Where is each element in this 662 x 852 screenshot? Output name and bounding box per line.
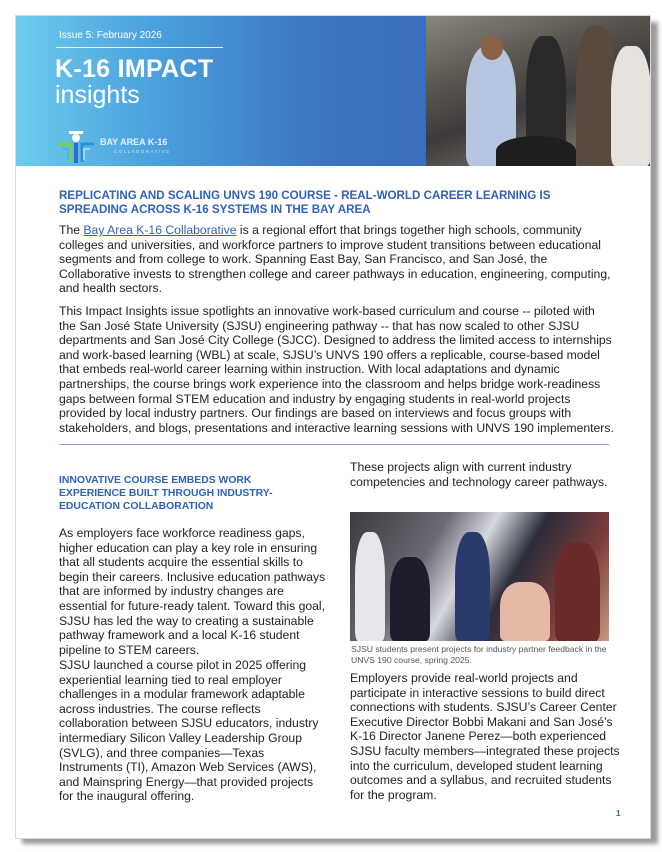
page-number: 1 [616,809,621,818]
main-headline: REPLICATING AND SCALING UNVS 190 COURSE - REAL-WORLD CAREER LEARNING IS SPREADING ACROSS K-16 SYSTEMS IN THE BAY AREA [59,189,551,216]
classroom-photo [350,512,609,641]
collaborative-link[interactable]: Bay Area K-16 Collaborative [83,223,237,237]
intro-prefix: The [59,223,84,237]
spotlight-paragraph: This Impact Insights issue spotlights an innovative work-based curriculum and course -- piloted with the San José State University (SJSU) engineering pathway -- that has now scaled to other SJSU departments and San José City College (SJCC). Designed to address the limited access to internships and work-based learning (WBL) at scale, SJSU’s UNVS 190 offers a replicable, course-based model that embeds real-world career learning within instruction. With local adaptations and dynamic partnerships, the course brings work experience into the classroom and helps bridge work-readiness gaps between formal STEM education and industry by engaging students in real-world projects provided by local industry partners. Our findings are based on interviews and focus groups with stakeholders, and blogs, presentations and interactive learning sessions with UNVS 190 implementers. [59,304,614,435]
intro-text: is a regional effort that brings together high schools, community colleges and universities, and workforce partners to improve student transitions between educational segments and from college to work. Spanning East Bay, San Francisco, and San José, the Collaborative invests to strengthen college and career pathways in education, engineering, computing, and health sectors. [59,223,611,296]
left-paragraph-1: As employers face workforce readiness gaps, higher education can play a key role in ensuring that all students acquire the essential skills to begin their careers. Inclusive education pathways that are informed by industry changes are essential for future-ready talent. Toward this goal, SJSU has led the way to creating a sustainable pathway framework and a local K-16 student pipeline to STEM careers. [59,526,326,657]
logo-name: BAY AREA K-16 [100,137,168,147]
collaborative-logo-icon [56,128,96,164]
right-paragraph-1: These projects align with current industry competencies and technology career pathways. [350,460,608,489]
section-divider [59,444,609,445]
header-photo [426,16,650,166]
issue-label: Issue 5: February 2026 [59,30,162,41]
section-heading: INNOVATIVE COURSE EMBEDS WORK EXPERIENCE BUILT THROUGH INDUSTRY-EDUCATION COLLABORATION [59,475,273,512]
newsletter-title: K-16 IMPACT [55,55,214,83]
intro-paragraph [59,223,611,296]
header-rule [56,47,223,48]
photo-caption: SJSU students present projects for industry partner feedback in the UNVS 190 course, spring 2025. [351,644,607,665]
logo-subtitle: COLLABORATIVE [114,149,171,154]
left-paragraph-2: SJSU launched a course pilot in 2025 offering experiential learning tied to real employer challenges in a modular framework adaptable across industries. The course reflects collaboration between SJSU educators, industry intermediary Silicon Valley Leadership Group (SVLG), and three companies—Texas Instruments (TI), Amazon Web Services (AWS), and Mainspring Energy—that provided projects for the inaugural offering. [59,658,319,804]
header-banner [16,16,426,166]
document-page [15,15,651,839]
newsletter-subtitle: insights [55,81,140,109]
right-paragraph-2: Employers provide real-world projects and participate in interactive sessions to build direct connections with students. SJSU’s Career Center Executive Director Bobbi Makani and San José’s K-16 Director Janene Perez—both experienced SJSU faculty members—integrated these projects into the curriculum, developed student learning outcomes and a syllabus, and recruited students for the program. [350,671,620,802]
